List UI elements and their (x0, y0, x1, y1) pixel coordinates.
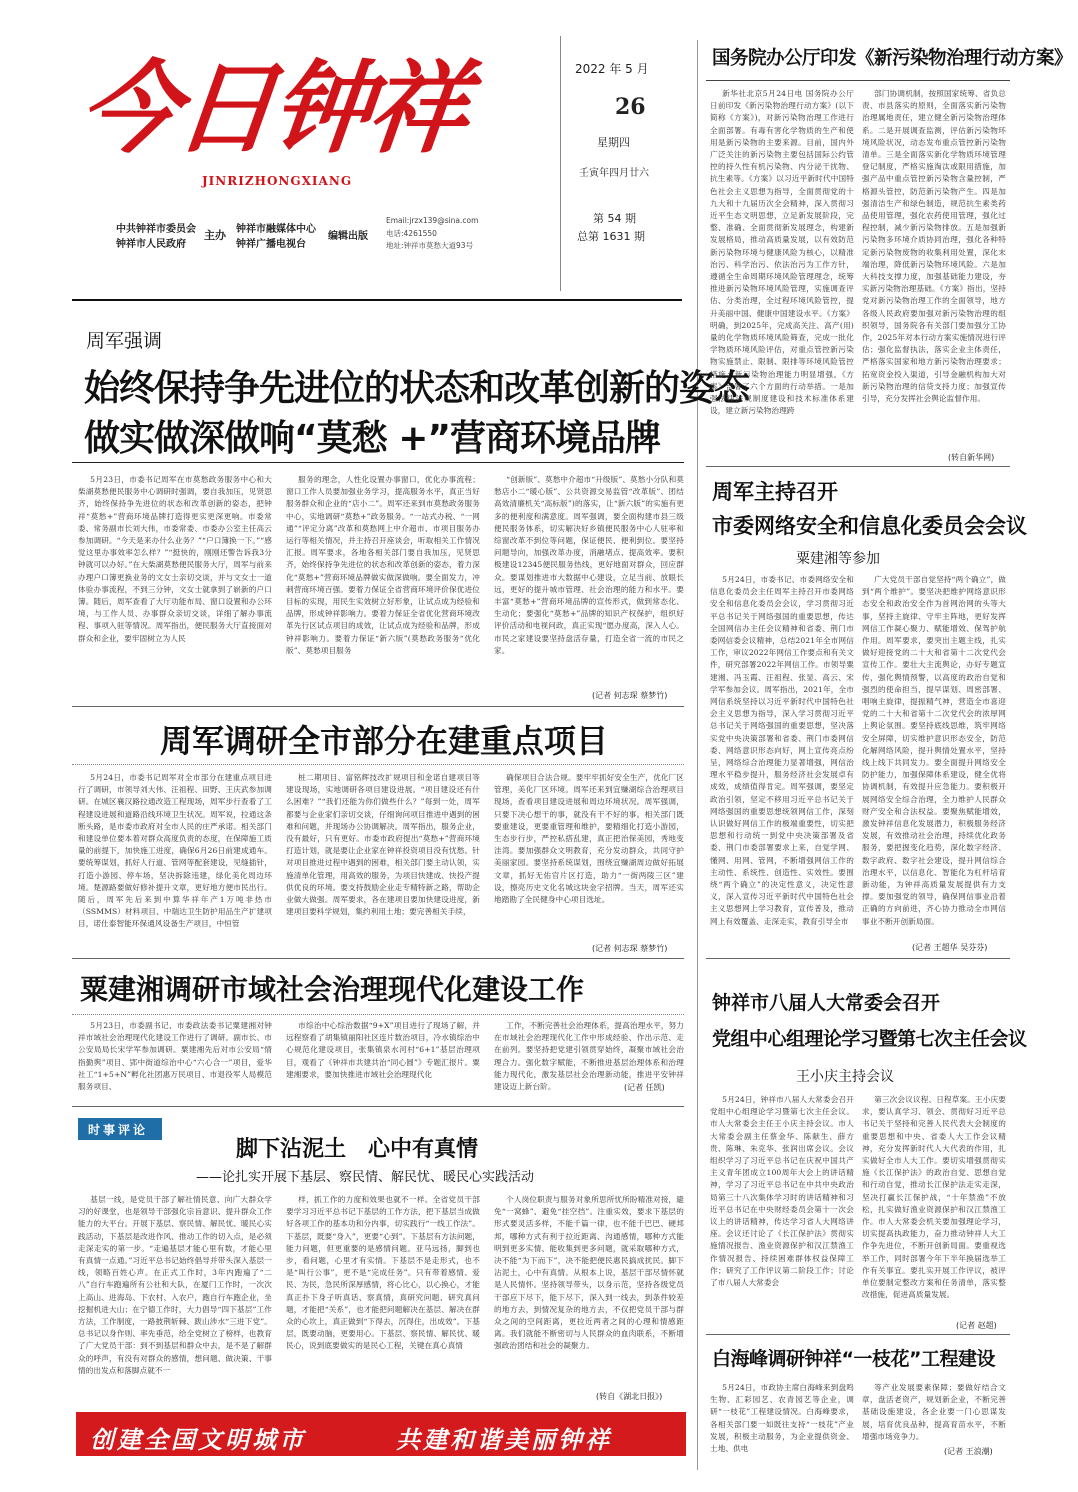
governance-body-col-2 (286, 1020, 480, 1094)
lead-body-col-1 (78, 474, 272, 700)
commentary-tag (78, 1118, 162, 1140)
right-column-divider (697, 40, 698, 1470)
commentary-body-col-1 (78, 1194, 272, 1404)
issue-number: 第 54 期 (593, 212, 636, 225)
flower-body-col-1 (710, 1382, 854, 1458)
lead-kicker: 周军强调 (86, 330, 163, 352)
publisher-2: 钟祥广播电视台 (236, 239, 306, 250)
phone: 电话:4261550 (386, 229, 437, 238)
projects-body-col-3 (494, 772, 684, 932)
lead-bottom-rule (72, 706, 684, 707)
publisher-1: 钟祥市融媒体中心 (236, 224, 316, 235)
commentary-body-col-2 (286, 1194, 480, 1404)
lead-body-col-2 (286, 474, 480, 700)
state-council-credit: (转自新华网) (948, 453, 995, 462)
commentary-col-1-text: 基层一线，是党员干部了解社情民意、向广大群众学习的好课堂，也是领导干部强化宗旨意识、提升群众工作能力的大平台。开展下基层、察民情、解民忧、暖民心实践活动，下基层是改进作风、推动工作的切入点，是必须走深走实的第一步。“走遍基层才能心里有数，才能心里有真情一点通。”习近平总书记始终倡导并带头深入基层一线，领略百姓心声。在正式工作时，3年内跑遍了“二八”自行车跑遍所有公社和大队，在厦门工作时，一次次上高山、进海岛、下农村、入农户，跑自行车跑企业，坐挖掘机进大山；在宁德工作时，大力倡导“四下基层”工作方法，工作制度，一路披荆斩棘、跋山涉水“三进下党”。总书记以身作则、率先垂范，给全党树立了榜样，也教育了广大党员干部：到不到基层和群众中去，是不是了解群众的呼声，有没有对群众的感情，想问题、做决策、干事情的出发点和落脚点就不一 (78, 1195, 272, 1375)
lead-title-line-1: 始终保持争先进位的状态和改革创新的姿态 (84, 368, 750, 409)
projects-col-1-text: 5月24日，市委书记周军对全市部分在建重点项目进行了调研，市领导刘大伟、汪祖程、田野、王庆武参加调研。在城区襄汉路拉通改造工程现场，周军步行查看了工程建设进展和道路沿线环境卫生状况。周军说，拉通这条断头路，是市委市政府对全市人民的庄严承诺。相关部门和建设单位要本着对群众高度负责的态度，在保障施工质量的前提下，加快施工进度，确保6月26日前建成通车。要统筹谋划，抓好人行道、管网等配套建设，见缝插针，打造小游园、停车场，坚决拆除违建，绿化美化周边环境。楚源路要做好修补提升文章，更好地方便市民出行。随后，周军先后来到中算华祥年产1万吨非热市（SSMMS）材料项目、中瑞达卫生防护用品生产扩建项目，诺仕泰智能环保通风设备生产项目，中恒管 (78, 773, 272, 929)
network-credit: (记者 王超华 吴芬芬) (912, 943, 988, 952)
masthead-bottom-rule (72, 299, 682, 301)
npc-body-col-1 (710, 1094, 854, 1328)
npc-subtitle: 王小庆主持会议 (796, 1069, 894, 1085)
sponsor-1: 中共钟祥市委员会 (116, 224, 196, 235)
projects-title-rule (72, 764, 684, 765)
state-council-title-rule (706, 80, 1010, 81)
commentary-credit: (转自《湖北日报》) (596, 1392, 663, 1401)
commentary-body-col-3 (494, 1194, 684, 1390)
commentary-col-2-text: 样，抓工作的力度和效果也就不一样。全省党员干部要学习习近平总书记下基层的工作方法，把下基层当成做好各项工作的基本功和分内事，切实践行“一线工作法”。下基层，既要“身入”，更要“心到”。下基层有方法问题，能力问题，但更重要的是感情问题。亚马远扬，脚到也步，看问题，心里才有实情。下基层不是走形式，也不是“叫行公事”，更不是“完成任务”。只有带着感情、爱民、为民，急民所深厚感情，将心比心，以心换心，才能真正扑下身子听真话、察真情，真研究问题、研究真问题，才能把“关系”，也才能把问题解决在基层、解决在群众的心坎上，真正做到“下得去，沉得住，出成效”。下基层，既要动脑，更要用心。下基层、察民情、解民忧、暖民心，说到底要做实的是民心工程，关键在真心真情 (286, 1195, 480, 1351)
flower-col-1-text: 5月24日，市政协主席白海峰来到盘鸣生物、汇彩园艺、农青园艺等企业，调研“一枝花”工程建设情况。白海峰要求，各相关部门要一如既往支持“一枝花”产业发展，积极主动服务，为企业提供资金、土地、供电 (710, 1383, 854, 1454)
address: 地址:钟祥市莫愁大道93号 (386, 241, 474, 250)
npc-title-line-2: 党组中心组理论学习暨第七次主任会议 (712, 1028, 1027, 1050)
network-title-line-2: 市委网络安全和信息化委员会会议 (712, 514, 1027, 538)
state-council-bottom-rule (706, 466, 1010, 467)
npc-body-col-2 (862, 1094, 1006, 1318)
npc-col-1-text: 5月24日，钟祥市八届人大常委会召开党组中心组理论学习暨第七次主任会议。市人大常委会主任王小庆主持会议。市人大常委会副主任蔡金华、陈献生、薛方贵、陈琳、朱克华、张润出席会议。会议组织学习了习近平总书记在庆祝中国共产主义青年团成立100周年大会上的讲话精神，学习了习近平总书记在中共中央政治局第三十八次集体学习时的讲话精神和习近平总书记在中央财经委员会第十一次会议上的讲话精神，传达学习省人大网络讲座。会议还讨论了《长江保护法》贯彻实施情况报告、渔业资源保护和汉江禁渔工作情况报告、持续困难群体权益保障工作；研究了工作评议第二阶段工作；讨论了市八届人大常委会 (710, 1095, 854, 1288)
publish-label: 编辑出版 (328, 231, 368, 242)
logo-pinyin: JINRIZHONGXIANG (202, 174, 353, 188)
slogan-right: 共建和谐美丽钟祥 (396, 1425, 612, 1454)
projects-credit: (记者 何志琛 蔡梦竹) (592, 944, 668, 953)
projects-col-2-text: 桩二期项目、富铭辉技改扩规项目和金诺自建项目等建设现场，实地调研各项目建设进展。“项目建设还有什么困难？”“我们还能为你们做些什么？”每到一处，周军都要与企业家们亲切交谈，仔细询问项目推进中遇到的困难和问题，并现场办公协调解决。周军指出，服务企业，没有最好，只有更好。市委市政府提出“莫愁+”营商环境打造计划，就是要让企业家在钟祥投资项目没有忧愁。针对项目推进过程中遇到的困难，相关部门要主动认领，实施清单化管理，用高效的服务，为项目快建成、快投产提供优良的环境。要支持鼓励企业走专精特新之路，帮助企业做大做强。周军要求，各在建项目要加快建设进度，新建项目要科学规划，集约利用土地；要完善相关手续， (286, 773, 480, 917)
lead-credit: (记者 何志琛 蔡梦竹) (592, 691, 668, 700)
npc-col-2-text: 第三次会议议程、日程草案。王小庆要求，要认真学习、领会、贯彻好习近平总书记关于坚持和完善人民代表大会制度的重要思想和中央、省委人大工作会议精神，充分发挥新时代人大代表的作用，扎实做好全市人大工作。要切实增强贯彻实施《长江保护法》的政治自觉、思想自觉和行动自觉，推动长江保护法走实走深，坚决打赢长江保护战，“十年禁渔”不放松，扎实做好渔业资源保护和汉江禁渔工作。市人大常委会机关要加强理论学习，切实提高执政能力，奋力推动钟祥人大工作争先进位，不断开创新局面。要重视选举工作，同时部署今年下半年换届选举工作有关事宜。要扎实开展工作评议，被评单位要制定整改方案和任务清单，落实整改措施，促进高质量发展。 (862, 1095, 1006, 1300)
commentary-col-3-text: 个人岗位职责与服务对象所思所忧所盼精准对接，避免“一窝蜂”、避免“挂空挡”。注重实效，要求下基层的形式要灵活多样，不能千篇一律，也不能千巴巴、硬邦邦，哪种方式有利于拉近距离、沟通感情，哪种方式能明到更多实情、能收集到更多问题，就采取哪种方式，决不能“为下而下”，决不能把便民惠民搞成扰民。脚下沾泥土，心中有真情。从根本上说，基层干部尽情怀就是人民情怀。坚持领导带头，以身示范，坚持各级党员干部应下尽下，能下尽下，深入到一线去，到条件较差的地方去，到情况复杂的地方去，不仅把党员干部与群众之间的空间距离，更拉近两者之间的心理和情感距离。我们就能不断密切与人民群众的血肉联系，不断增强政治团结和社会的凝聚力。 (494, 1195, 684, 1351)
network-col-2-text: 广大党员干部自觉坚持“两个确立”，做到“两个维护”。要坚决把维护网络意识形态安全和政治安全作为首网治网的头等大事，坚持主旋律、守牢主阵地，更好发挥网信工作凝心聚力、赋能增效、保驾护航作用。周军要求，要突出主题主线，扎实做好迎接党的二十大和省第十二次党代会宣传工作。要壮大主流舆论，办好专题宣传，强化舆情预警，以高度的政治自觉和强烈的使命担当，提早谋划、周密部署、唱响主旋律，提振精气神，营造全市喜迎党的二十大和省第十二次党代会的浓厚网上舆论氛围。要坚持底线思维，筑牢网络安全屏障，切实维护意识形态安全，防范化解网络风险，提升舆情处置水平，坚持线上线下共同发力。要全面提升网络安全防护能力，加强保障体系建设，健全优将协调机制，有效提升应急能力。要积极开展网络安全综合治理，全力维护人民群众财产安全和合法权益。要聚焦赋能增效，激发钟祥信息化发展潜力，积极服务经济发展，有效推动社会治理，持续优化政务服务，要把握变化趋势，深化数字经济、数字政府、数字社会建设，提升网信综合治理水平，以信息化、智能化为杠杆培育新动能，为钟祥高质量发展提供有力支撑。要加强党的领导，确保网信事业沿着正确的方向前进，齐心协力推动全市网信事业不断开创新局面。 (862, 575, 1006, 926)
flower-body-col-2 (862, 1382, 1006, 1446)
projects-body-col-2 (286, 772, 480, 952)
total-issue-number: 总第 1631 期 (577, 230, 645, 243)
lead-body-col-3 (494, 474, 684, 668)
governance-title-rule (72, 1014, 684, 1015)
commentary-title: 脚下沾泥土 心中有真情 (236, 1136, 479, 1162)
lead-title-rule (72, 462, 684, 463)
host-label: 主办 (204, 229, 226, 242)
projects-body-col-1 (78, 772, 272, 952)
flower-col-2-text: 等产业发展要素保障；要做好结合文章，盘活老资产，规划新企业，不断完善基础设施建设，各企业要一门心思谋发展，培育优良品种，提高育苗水平，不断增强市场竞争力。 (862, 1383, 1006, 1441)
npc-credit: (记者 赵超) (956, 1321, 997, 1330)
projects-bottom-rule (72, 958, 684, 959)
commentary-subtitle: ——论扎实开展下基层、察民情、解民忧、暖民心实践活动 (196, 1170, 535, 1185)
masthead-divider (560, 36, 561, 291)
state-council-body-col-1 (710, 88, 854, 462)
npc-bottom-rule (706, 1334, 1010, 1335)
network-body-col-1 (710, 574, 854, 950)
network-bottom-rule (706, 958, 1010, 959)
email: Email:jrzx139@sina.com (386, 216, 479, 225)
slogan-left: 创建全国文明城市 (90, 1425, 306, 1454)
date-block (575, 60, 695, 300)
network-col-1-text: 5月24日，市委书记、市委网络安全和信息化委员会主任周军主持召开市委网络安全和信息化委员会会议，学习贯彻习近平总书记关于网络强国的重要思想，传达全国网信办主任会议精神和省委、荆门市委网信委会议精神，总结2021年全市网信工作，审议2022年网信工作要点和有关文件，研究部署2022年网信工作。市领导粟建湘、冯玉霞、汪祖程、张显、高云、宋学军参加会议。周军指出，2021年，全市网信系统坚持以习近平新时代中国特色社会主义思想为指导，深入学习贯彻习近平总书记关于网络强国的重要思想，坚决落实党中央决策部署和省委、荆门市委网信委、网络意识形态向好，网上宣传亮点纷呈，网络综合治理能力显著增强，网信治理水平稳步提升，服务经济社会发展卓有成效，成绩值得肯定。周军强调，要坚定政治引领，坚定不移用习近平总书记关于网络强国的重要思想统领网信工作，深刻认识做好网信工作的极端重要性，切实把思想和行动统一到党中央决策部署及省委、荆门市委部署要求上来，自觉学网、懂网、用网、管网，不断增强网信工作的主动性、系统性、创造性、实效性。要围绕“两个确立”的决定性意义，决定性意义，深入宣传习近平新时代中国特色社会主义思想网上学习教育，宣传普及，推动网上有效覆盖、走深走实，教育引导全市 (710, 575, 854, 926)
governance-title: 粟建湘调研市域社会治理现代化建设工作 (80, 973, 585, 1006)
sponsor-2: 钟祥市人民政府 (116, 239, 186, 250)
governance-col-2-text: 市综治中心综治数据“9+X”项目进行了现场了解，并远程察看了胡集镇丽阳社区连片数治项目，冷水镇综治中心规范化建设项目，张集镇泉水河村“6+1”基层治理项目，观看了《钟祥市共建共治“同心圆”》专题汇报片。粟建湘要求，要加快推进市域社会治理现代化 (286, 1021, 480, 1079)
projects-col-3-text: 确保项目合法合规。要牢牢抓好安全生产，优化厂区管理，美化厂区环境。周军还来到宜赚湖综合治理项目现场，查看项目建设进展和周边环境状况。周军强调，只要下决心想干的事，就没有干不好的事。相关部门既要重建设，更要重管理和维护，要精细化打造小游园，生态步行步，严控私搭乱建，真正把治保美园，秀地变洼湾。要加强群众文明教育，充分发动群众，共同守护美丽家园。要坚持系统谋划，围绕宜赚湖周边做好拓展文章，抓好无佑官片区打造，助力“一街两陵三区”建设，擦亮历史文化名城这块金字招牌。当天，周军还实地踏勘了全民健身中心项目选址。 (494, 773, 684, 905)
state-council-col-2-text: 部门协调机制，按照国家统筹、省负总责、市县落实的原则，全面落实新污染物治理属地责任，建立健全新污染物治理体系。二是开展调查监测，评估新污染物环境风险状况，动态发布重点管控新污染物清单。三是全面落实新化学物质环境管理登记制度，严格实施淘汰或限用措施，加强产品中重点管控新污染物含量控制，严格源头管控，防范新污染物产生。四是加强清洁生产和绿色制造，规范抗生素类药品使用管理，强化农药使用管理，强化过程控制，减少新污染物排放。五是加强新污染物多环境介质协同治理，强化各种特定新污染物废物的收集利用处置，深化末端治理，降低新污染物环境风险。六是加大科技支撑力度，加强基础能力建设，夯实新污染物治理基础。《方案》指出，坚持党对新污染物治理工作的全面领导，地方各级人民政府要加强对新污染物治理的组织领导，国务院各有关部门要加强分工协作，2025年对本行动方案实施情况进行评估；强化监督执法，落实企业主体责任，严格落实国家和地方新污染物治理要求；拓宽资金投入渠道，引导金融机构加大对新污染物治理的信贷支持力度；加强宣传引导，充分发挥社会舆论监督作用。 (862, 89, 1006, 404)
state-council-body-col-2 (862, 88, 1006, 452)
npc-title-line-1: 钟祥市八届人大常委会召开 (712, 992, 941, 1014)
lunar-date: 壬寅年四月廿六 (579, 168, 649, 179)
slogan-banner (76, 1412, 686, 1456)
governance-credit: (记者 任凯) (624, 1083, 665, 1092)
commentary-tag-text: 时事评论 (88, 1123, 149, 1137)
governance-col-3-text: 工作，不断完善社会治理体系，提高治理水平，努力在市域社会治理现代化工作中形成经验、作出示范、走在前列。要坚持把党建引领贯穿始终，凝聚市域社会治理合力。强化数字赋能，不断推进基层治理体系和治理能力现代化，激发基层社会治理新动能，推进平安钟祥建设迈上新台阶。 (494, 1021, 684, 1092)
governance-bottom-rule (72, 1106, 684, 1107)
flower-credit: (记者 王浪潮) (944, 1447, 993, 1456)
state-council-col-1-text: 新华社北京5月24日电 国务院办公厅日前印发《新污染物治理行动方案》(以下简称《方案》)，对新污染物治理工作进行全面部署。有毒有害化学物质的生产和使用是新污染物的主要来源。目前，国内外广泛关注的新污染物主要包括国际公约管控的持久性有机污染物、内分泌干扰物、抗生素等。《方案》以习近平新时代中国特色社会主义思想为指导，全面贯彻党的十九大和十九届历次全会精神，深入贯彻习近平生态文明思想，立足新发展阶段，完整、准确、全面贯彻新发展理念，构建新发展格局，推动高质量发展，以有效防范新污染物环境与健康风险为核心，以精准治污、科学治污、依法治污为工作方针，遵循全生命周期环境风险管理理念，统筹推进新污染物环境风险管理，实施调查评估、分类治理，全过程环境风险管控，提升美丽中国、健康中国建设水平。《方案》明确，到2025年，完成高关注、高产(用)量的化学物质环境风险筛查，完成一批化学物质环境风险评估，对重点管控新污染物实施禁止、限制、限排等环境风险管控措施；新污染物治理能力明显增强。《方案》部署了六个方面的行动举措。一是加强法律法规制度建设和技术标准体系建设，建立新污染物治理跨 (710, 89, 854, 416)
newspaper-logo: 今日钟祥 (73, 49, 471, 167)
projects-title: 周军调研全市部分在建重点项目 (160, 722, 609, 760)
flower-title: 白海峰调研钟祥“一枝花”工程建设 (712, 1348, 995, 1370)
governance-col-1-text: 5月23日，市委副书记、市委政法委书记粟建湘对钟祥市域社会治理现代化建设工作进行了调研。副市长、市公安局局长宋学军参加调研。粟建湘先后对市公安局“情指勤舆”项目、郢中街道综治中心“六心合一”项目，爱华社工“1+5+N”孵化社团惠万民项目、市退役军人局模范服务项目、 (78, 1021, 272, 1092)
network-title-line-1: 周军主持召开 (712, 480, 838, 504)
network-subtitle: 粟建湘等参加 (796, 551, 880, 567)
lead-col-1-text: 5月23日，市委书记周军在市莫愁政务服务中心和大柴湖莫愁便民服务中心调研时强调，要自我加压，见贤思齐，始终保持争先进位的状态和改革创新的姿态，把钟祥“莫愁+”营商环境品牌打造得更实更深更响。市委常委、常务副市长刘大伟，市委常委、市委办公室主任高云参加调研。“今天是来办什么业务？”“户口簿换一下。”“感觉这里办事效率怎么样？”“挺快的，刚刚还警告诉我3分钟就可以办好。”在大柴湖莫愁便民服务大厅，周军与前来办理户口簿更换业务的文女士亲切交谈，并与文女士一道体验办事流程，不到三分钟，文女士就拿到了崭新的户口簿。随后，周军查看了大厅功能布局、窗口设置和办公环境，与工作人员、办事群众亲切交谈，详细了解办事流程、事项入驻等情况。周军指出，便民服务大厅直接面对群众和企业，要牢固树立为人民 (78, 475, 272, 643)
date-year-month: 2022 年 5 月 (575, 62, 649, 76)
state-council-title: 国务院办公厅印发《新污染物治理行动方案》 (712, 48, 1073, 69)
governance-body-col-1 (78, 1020, 272, 1094)
date-day: 26 (615, 94, 646, 120)
weekday: 星期四 (597, 136, 630, 149)
sponsor-block (116, 216, 596, 280)
lead-title-line-2: 做实做深做响“莫愁 +”营商环境品牌 (84, 418, 661, 459)
lead-col-2-text: 服务的理念，人性化设置办事窗口，优化办事流程；窗口工作人员要加强业务学习，提高服务水平，真正当好服务群众和企业的“店小二”。周军还来到市莫愁政务服务中心，实地调研“莫愁+”政务服务。“一站式办税、“一网通”“评定分离”改革和莫愁网上中介超市、市项目服务办运行等相关情况，并主持召开座谈会，听取相关工作情况汇报。周军要求，各地各相关部门要自我加压，见贤思齐，始终保持争先进位的状态和改革创新的姿态，着力深化“莫愁+”营商环境品牌做实做深做响。要全面发力，冲刺营商环境百强。要着力保证全省营商环境评价保优进位目标的实现，用民生实效树立好形象，让试点成为经验和品牌，形成钟祥影响力。要着力保证全省优化营商环境改革先行区试点项目的成效，让试点成为经验和品牌，形成钟祥影响力。要着力保证“新六版”(莫愁政务服务“优化版”、莫愁项目服务 (286, 475, 480, 655)
network-body-col-2 (862, 574, 1006, 940)
lead-col-3-text: “创新版”、莫愁中介超市“升级版”、莫愁小分队和莫愁店小二“暖心版”、公共资源交易监管“改革版”、团结高效清廉机关“高标版”)的落实，让“新六版”的实施有更多的便利度和满意度。周军强调，要全面构建市县三级便民服务体系，切实解决好乡镇便民服务中心人驻率和综窗改革不到位等问题，保证便民、便利到位。要坚持问题导向，加强改革办度，消融堵点、提高效率。要积极建设12345便民服务热线，更好地面对群众，回应群众。要谋划推进市大数据中心建设，立足当前、放眼长远，更好的提升城市管理、社会治理的能力和水平。要丰富“莫愁+”营商环境品牌的宣传形式，做到常态化、生动化；要强化“莫愁+”品牌的知识产权保护，组织好评价活动和电视问政，真正实现“愿办度高，深入人心。市民之家建设要坚持盘活存量，打造全省一流的市民之家。 (494, 475, 684, 655)
